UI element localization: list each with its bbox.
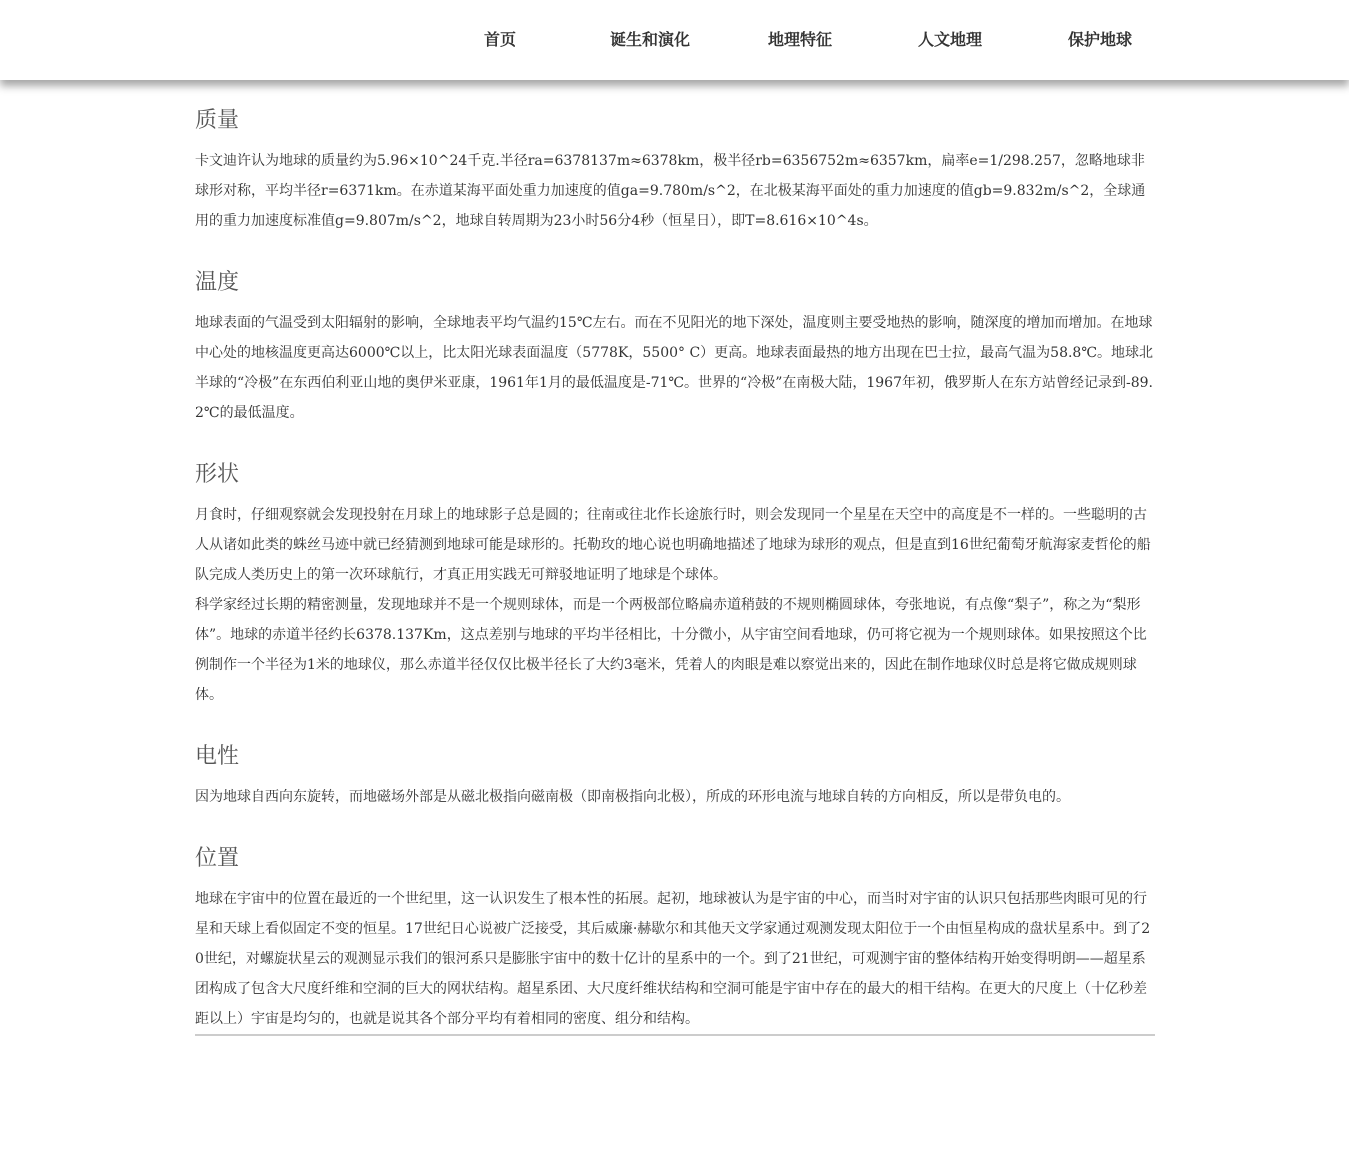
section-title-shape: 形状 <box>195 462 240 487</box>
section-position <box>195 834 1155 1036</box>
section-temperature <box>195 258 1155 428</box>
nav-item-home[interactable]: 首页 <box>483 30 516 49</box>
section-paragraph: 科学家经过长期的精密测量，发现地球并不是一个规则球体，而是一个两极部位略扁赤道稍鼓的不规则椭圆球体，夸张地说，有点像“梨子”，称之为“梨形体”。地球的赤道半径约长6378.137Km，这点差别与地球的平均半径相比，十分微小，从宇宙空间看地球，仍可将它视为一个规则球体。如果按照这个比例制作一个半径为1米的地球仪，那么赤道半径仅仅比极半径长了大约3毫米，凭着人的肉眼是难以察觉出来的，因此在制作地球仪时总是将它做成规则球体。 <box>195 597 1147 703</box>
nav-item-human-geography[interactable]: 人文地理 <box>917 30 982 49</box>
section-shape <box>195 450 1155 710</box>
section-title-temperature: 温度 <box>195 270 240 295</box>
nav-item-origin-evolution[interactable]: 诞生和演化 <box>609 30 690 49</box>
section-paragraph: 地球表面的气温受到太阳辐射的影响，全球地表平均气温约15℃左右。而在不见阳光的地下深处，温度则主要受地热的影响，随深度的增加而增加。在地球中心处的地核温度更高达6000℃以上，比太阳光球表面温度（5778K，5500° C）更高。地球表面最热的地方出现在巴士拉，最高气温为58.8℃。地球北半球的“冷极”在东西伯利亚山地的奥伊米亚康，1961年1月的最低温度是-71℃。世界的“冷极”在南极大陆，1967年初，俄罗斯人在东方站曾经记录到-89.2℃的最低温度。 <box>195 315 1153 421</box>
main-nav <box>425 0 1175 80</box>
top-nav-bar <box>0 0 1349 80</box>
main-content <box>195 96 1155 1036</box>
section-electric <box>195 732 1155 812</box>
section-paragraph: 卡文迪许认为地球的质量约为5.96×10^24千克.半径ra=6378137m≈6378km，极半径rb=6356752m≈6357km，扁率e=1/298.257，忽略地球非球形对称，平均半径r=6371km。在赤道某海平面处重力加速度的值ga=9.780m/s^2，在北极某海平面处的重力加速度的值gb=9.832m/s^2，全球通用的重力加速度标准值g=9.807m/s^2，地球自转周期为23小时56分4秒（恒星日），即T=8.616×10^4s。 <box>195 153 1146 229</box>
section-paragraph: 因为地球自西向东旋转，而地磁场外部是从磁北极指向磁南极（即南极指向北极），所成的环形电流与地球自转的方向相反，所以是带负电的。 <box>195 789 1070 805</box>
section-paragraph: 月食时，仔细观察就会发现投射在月球上的地球影子总是圆的；往南或往北作长途旅行时，则会发现同一个星星在天空中的高度是不一样的。一些聪明的古人从诸如此类的蛛丝马迹中就已经猜测到地球可能是球形的。托勒玫的地心说也明确地描述了地球为球形的观点，但是直到16世纪葡萄牙航海家麦哲伦的船队完成人类历史上的第一次环球航行，才真正用实践无可辩驳地证明了地球是个球体。 <box>195 507 1151 583</box>
nav-item-geography-features[interactable]: 地理特征 <box>767 30 832 49</box>
section-paragraph: 地球在宇宙中的位置在最近的一个世纪里，这一认识发生了根本性的拓展。起初，地球被认为是宇宙的中心，而当时对宇宙的认识只包括那些肉眼可见的行星和天球上看似固定不变的恒星。17世纪日心说被广泛接受，其后威廉·赫歇尔和其他天文学家通过观测发现太阳位于一个由恒星构成的盘状星系中。到了20世纪，对螺旋状星云的观测显示我们的银河系只是膨胀宇宙中的数十亿计的星系中的一个。到了21世纪，可观测宇宙的整体结构开始变得明朗——超星系团构成了包含大尺度纤维和空洞的巨大的网状结构。超星系团、大尺度纤维状结构和空洞可能是宇宙中存在的最大的相干结构。在更大的尺度上（十亿秒差距以上）宇宙是均匀的，也就是说其各个部分平均有着相同的密度、组分和结构。 <box>195 891 1151 1027</box>
section-title-electric: 电性 <box>195 744 240 769</box>
section-mass <box>195 96 1155 236</box>
section-title-mass: 质量 <box>195 108 240 133</box>
section-title-position: 位置 <box>195 846 240 871</box>
nav-item-protect-earth[interactable]: 保护地球 <box>1067 30 1132 49</box>
